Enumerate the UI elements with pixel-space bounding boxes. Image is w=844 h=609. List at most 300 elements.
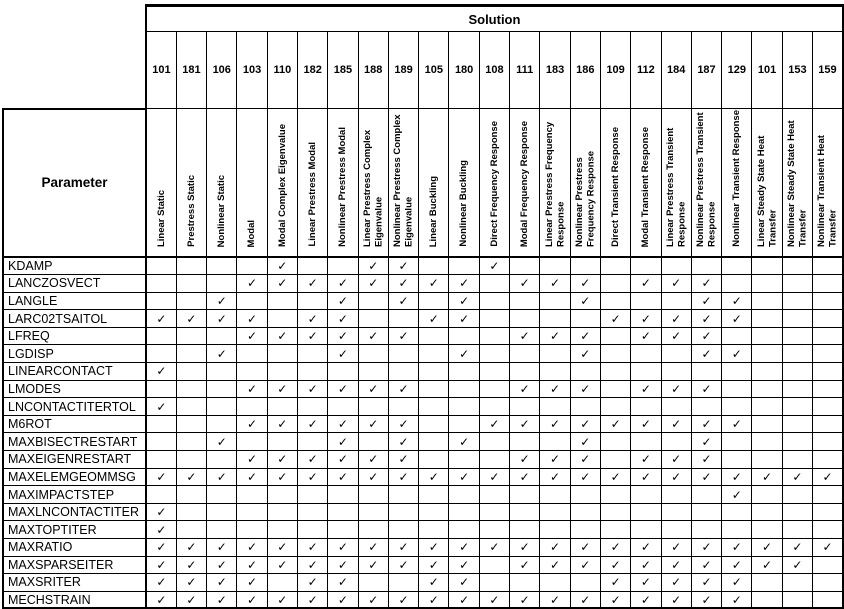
- check-cell: ✓: [722, 310, 752, 328]
- solution-name-header: [722, 109, 752, 258]
- empty-cell: [419, 486, 449, 504]
- check-cell: ✓: [237, 574, 267, 592]
- empty-cell: [600, 398, 630, 416]
- check-cell: ✓: [691, 451, 721, 469]
- check-cell: ✓: [449, 591, 479, 609]
- check-cell: ✓: [419, 556, 449, 574]
- empty-cell: [782, 521, 812, 539]
- check-cell: ✓: [479, 257, 509, 275]
- solution-name-header: [782, 109, 812, 258]
- empty-cell: [358, 433, 388, 451]
- check-cell: ✓: [661, 380, 691, 398]
- empty-cell: [813, 433, 843, 451]
- check-cell: ✓: [176, 574, 206, 592]
- check-cell: ✓: [267, 275, 297, 293]
- empty-cell: [752, 345, 782, 363]
- check-cell: ✓: [207, 574, 237, 592]
- solution-name-header: [449, 109, 479, 258]
- empty-cell: [813, 380, 843, 398]
- check-cell: ✓: [631, 468, 661, 486]
- check-cell: ✓: [146, 591, 176, 609]
- solution-name-label: Modal Complex Eigenvalue: [276, 124, 288, 247]
- parameter-solution-matrix: [2, 4, 844, 609]
- check-cell: ✓: [237, 415, 267, 433]
- empty-cell: [540, 345, 570, 363]
- table-row: [3, 327, 843, 345]
- check-cell: ✓: [449, 275, 479, 293]
- check-cell: ✓: [328, 310, 358, 328]
- empty-cell: [146, 275, 176, 293]
- check-cell: ✓: [237, 539, 267, 557]
- empty-cell: [328, 521, 358, 539]
- empty-cell: [782, 310, 812, 328]
- check-cell: ✓: [328, 468, 358, 486]
- check-cell: ✓: [237, 468, 267, 486]
- check-cell: ✓: [661, 539, 691, 557]
- check-cell: ✓: [661, 591, 691, 609]
- empty-cell: [600, 521, 630, 539]
- solution-code-header: 187: [691, 32, 721, 109]
- check-cell: ✓: [813, 468, 843, 486]
- empty-cell: [449, 257, 479, 275]
- solution-code-header: 109: [600, 32, 630, 109]
- check-cell: ✓: [691, 292, 721, 310]
- empty-cell: [328, 398, 358, 416]
- solution-name-label: Direct Frequency Response: [488, 121, 500, 247]
- empty-cell: [479, 503, 509, 521]
- empty-cell: [176, 415, 206, 433]
- empty-cell: [297, 486, 327, 504]
- empty-cell: [752, 574, 782, 592]
- empty-cell: [176, 398, 206, 416]
- empty-cell: [813, 345, 843, 363]
- empty-cell: [722, 380, 752, 398]
- solution-name-label: Nonlinear Prestress Transient Response: [695, 112, 718, 247]
- empty-cell: [540, 433, 570, 451]
- check-cell: ✓: [388, 468, 418, 486]
- check-cell: ✓: [722, 591, 752, 609]
- table-row: [3, 380, 843, 398]
- check-cell: ✓: [722, 574, 752, 592]
- solution-name-header: [570, 109, 600, 258]
- check-cell: ✓: [722, 345, 752, 363]
- table-row: [3, 451, 843, 469]
- empty-cell: [237, 257, 267, 275]
- check-cell: ✓: [722, 468, 752, 486]
- check-cell: ✓: [388, 415, 418, 433]
- table-row: [3, 292, 843, 310]
- check-cell: ✓: [146, 398, 176, 416]
- empty-cell: [600, 345, 630, 363]
- check-cell: ✓: [661, 275, 691, 293]
- solution-name-header: [237, 109, 267, 258]
- empty-cell: [782, 345, 812, 363]
- solution-code-header: 153: [782, 32, 812, 109]
- table-row: [3, 345, 843, 363]
- check-cell: ✓: [297, 468, 327, 486]
- solution-code-header: 186: [570, 32, 600, 109]
- empty-cell: [419, 292, 449, 310]
- check-cell: ✓: [661, 574, 691, 592]
- check-cell: ✓: [691, 433, 721, 451]
- solution-name-header: [419, 109, 449, 258]
- check-cell: ✓: [328, 327, 358, 345]
- check-cell: ✓: [176, 556, 206, 574]
- parameter-name: LMODES: [3, 380, 146, 398]
- empty-cell: [813, 521, 843, 539]
- empty-cell: [297, 521, 327, 539]
- empty-cell: [782, 433, 812, 451]
- empty-cell: [176, 345, 206, 363]
- empty-cell: [600, 257, 630, 275]
- check-cell: ✓: [691, 415, 721, 433]
- solution-name-label: Modal: [246, 219, 258, 247]
- empty-cell: [237, 345, 267, 363]
- empty-cell: [388, 310, 418, 328]
- empty-cell: [388, 363, 418, 381]
- parameter-name: KDAMP: [3, 257, 146, 275]
- solution-name-label: Prestress Static: [185, 175, 197, 247]
- check-cell: ✓: [782, 468, 812, 486]
- empty-cell: [146, 380, 176, 398]
- empty-cell: [176, 486, 206, 504]
- check-cell: ✓: [207, 345, 237, 363]
- parameter-name: LINEARCONTACT: [3, 363, 146, 381]
- empty-cell: [661, 433, 691, 451]
- empty-cell: [782, 327, 812, 345]
- parameter-name: MAXELEMGEOMMSG: [3, 468, 146, 486]
- check-cell: ✓: [267, 539, 297, 557]
- empty-cell: [388, 345, 418, 363]
- empty-cell: [146, 415, 176, 433]
- empty-cell: [207, 415, 237, 433]
- empty-cell: [479, 380, 509, 398]
- empty-cell: [207, 486, 237, 504]
- check-cell: ✓: [691, 275, 721, 293]
- check-cell: ✓: [328, 275, 358, 293]
- empty-cell: [752, 275, 782, 293]
- empty-cell: [267, 310, 297, 328]
- check-cell: ✓: [237, 327, 267, 345]
- empty-cell: [752, 503, 782, 521]
- solution-name-label: Nonlinear Buckling: [458, 160, 470, 247]
- empty-cell: [176, 521, 206, 539]
- check-cell: ✓: [540, 591, 570, 609]
- check-cell: ✓: [540, 380, 570, 398]
- empty-cell: [631, 345, 661, 363]
- empty-cell: [510, 574, 540, 592]
- check-cell: ✓: [297, 275, 327, 293]
- empty-cell: [510, 363, 540, 381]
- empty-cell: [328, 257, 358, 275]
- check-cell: ✓: [510, 380, 540, 398]
- empty-cell: [631, 363, 661, 381]
- empty-cell: [237, 292, 267, 310]
- solution-name-label: Linear Steady State Heat Transfer: [755, 135, 779, 247]
- check-cell: ✓: [691, 574, 721, 592]
- empty-cell: [691, 398, 721, 416]
- empty-cell: [146, 345, 176, 363]
- check-cell: ✓: [661, 468, 691, 486]
- check-cell: ✓: [358, 380, 388, 398]
- empty-cell: [328, 363, 358, 381]
- empty-cell: [752, 521, 782, 539]
- empty-cell: [358, 310, 388, 328]
- solution-name-header: [752, 109, 782, 258]
- check-cell: ✓: [691, 556, 721, 574]
- check-cell: ✓: [752, 556, 782, 574]
- empty-cell: [510, 310, 540, 328]
- check-cell: ✓: [691, 468, 721, 486]
- check-cell: ✓: [570, 327, 600, 345]
- empty-cell: [510, 486, 540, 504]
- empty-cell: [146, 327, 176, 345]
- check-cell: ✓: [631, 574, 661, 592]
- check-cell: ✓: [540, 275, 570, 293]
- empty-cell: [722, 433, 752, 451]
- check-cell: ✓: [267, 591, 297, 609]
- empty-cell: [691, 503, 721, 521]
- check-cell: ✓: [691, 539, 721, 557]
- empty-cell: [661, 486, 691, 504]
- empty-cell: [419, 380, 449, 398]
- solution-code-header: 189: [388, 32, 418, 109]
- table-row: [3, 415, 843, 433]
- empty-cell: [722, 451, 752, 469]
- empty-cell: [358, 363, 388, 381]
- table-row: [3, 468, 843, 486]
- check-cell: ✓: [631, 591, 661, 609]
- empty-cell: [237, 363, 267, 381]
- check-cell: ✓: [540, 556, 570, 574]
- empty-cell: [540, 292, 570, 310]
- check-cell: ✓: [419, 574, 449, 592]
- check-cell: ✓: [328, 292, 358, 310]
- empty-cell: [540, 486, 570, 504]
- empty-cell: [419, 327, 449, 345]
- empty-cell: [600, 380, 630, 398]
- check-cell: ✓: [146, 363, 176, 381]
- solution-name-label: Linear Prestress Frequency Response: [543, 121, 566, 247]
- empty-cell: [813, 292, 843, 310]
- check-cell: ✓: [479, 539, 509, 557]
- empty-cell: [207, 327, 237, 345]
- check-cell: ✓: [691, 310, 721, 328]
- check-cell: ✓: [570, 415, 600, 433]
- empty-cell: [752, 433, 782, 451]
- check-cell: ✓: [176, 310, 206, 328]
- check-cell: ✓: [358, 556, 388, 574]
- empty-cell: [358, 292, 388, 310]
- empty-cell: [631, 521, 661, 539]
- check-cell: ✓: [631, 275, 661, 293]
- empty-cell: [479, 310, 509, 328]
- check-cell: ✓: [540, 451, 570, 469]
- table-row: [3, 363, 843, 381]
- check-cell: ✓: [449, 574, 479, 592]
- solution-name-label: Direct Transient Response: [609, 127, 621, 247]
- empty-cell: [449, 503, 479, 521]
- empty-cell: [207, 503, 237, 521]
- empty-cell: [813, 574, 843, 592]
- check-cell: ✓: [267, 468, 297, 486]
- empty-cell: [479, 451, 509, 469]
- empty-cell: [570, 521, 600, 539]
- empty-cell: [176, 257, 206, 275]
- parameter-column-header: Parameter: [3, 109, 146, 258]
- solution-code-header: 185: [328, 32, 358, 109]
- empty-cell: [267, 486, 297, 504]
- empty-cell: [297, 345, 327, 363]
- check-cell: ✓: [449, 539, 479, 557]
- empty-cell: [479, 398, 509, 416]
- empty-cell: [782, 451, 812, 469]
- check-cell: ✓: [600, 468, 630, 486]
- empty-cell: [722, 257, 752, 275]
- solution-name-label: Nonlinear Static: [216, 174, 228, 247]
- empty-cell: [479, 327, 509, 345]
- check-cell: ✓: [297, 574, 327, 592]
- solution-name-header: [297, 109, 327, 258]
- table-row: [3, 574, 843, 592]
- parameter-name: MAXTOPTITER: [3, 521, 146, 539]
- empty-cell: [813, 275, 843, 293]
- empty-cell: [782, 574, 812, 592]
- check-cell: ✓: [570, 539, 600, 557]
- check-cell: ✓: [207, 556, 237, 574]
- empty-cell: [297, 257, 327, 275]
- empty-cell: [388, 398, 418, 416]
- solution-code-header: 103: [237, 32, 267, 109]
- empty-cell: [782, 486, 812, 504]
- check-cell: ✓: [419, 468, 449, 486]
- empty-cell: [540, 521, 570, 539]
- parameter-name: MAXSRITER: [3, 574, 146, 592]
- solution-name-header: [540, 109, 570, 258]
- check-cell: ✓: [449, 433, 479, 451]
- parameter-name: M6ROT: [3, 415, 146, 433]
- empty-cell: [146, 433, 176, 451]
- check-cell: ✓: [510, 275, 540, 293]
- empty-cell: [631, 292, 661, 310]
- empty-cell: [691, 521, 721, 539]
- check-cell: ✓: [207, 468, 237, 486]
- empty-cell: [782, 503, 812, 521]
- empty-cell: [419, 345, 449, 363]
- empty-cell: [297, 292, 327, 310]
- check-cell: ✓: [237, 591, 267, 609]
- empty-cell: [267, 574, 297, 592]
- check-cell: ✓: [479, 591, 509, 609]
- empty-cell: [600, 451, 630, 469]
- empty-cell: [661, 503, 691, 521]
- solution-name-header: [328, 109, 358, 258]
- empty-cell: [813, 363, 843, 381]
- empty-cell: [631, 433, 661, 451]
- check-cell: ✓: [328, 380, 358, 398]
- solution-name-label: Modal Frequency Response: [519, 120, 531, 247]
- empty-cell: [479, 486, 509, 504]
- empty-cell: [297, 503, 327, 521]
- table-row: [3, 521, 843, 539]
- table-row: [3, 503, 843, 521]
- empty-cell: [752, 486, 782, 504]
- check-cell: ✓: [570, 468, 600, 486]
- solution-name-label: Nonlinear Steady State Heat Transfer: [785, 120, 809, 247]
- check-cell: ✓: [297, 451, 327, 469]
- check-cell: ✓: [600, 539, 630, 557]
- check-cell: ✓: [540, 539, 570, 557]
- parameter-name: MAXBISECTRESTART: [3, 433, 146, 451]
- check-cell: ✓: [600, 415, 630, 433]
- table-row: [3, 275, 843, 293]
- check-cell: ✓: [328, 345, 358, 363]
- check-cell: ✓: [358, 415, 388, 433]
- empty-cell: [813, 591, 843, 609]
- empty-cell: [661, 257, 691, 275]
- check-cell: ✓: [207, 292, 237, 310]
- check-cell: ✓: [600, 556, 630, 574]
- solution-name-label: Nonlinear Prestress Modal: [337, 127, 349, 247]
- solution-name-header: [267, 109, 297, 258]
- empty-cell: [540, 257, 570, 275]
- check-cell: ✓: [752, 468, 782, 486]
- empty-cell: [691, 363, 721, 381]
- check-cell: ✓: [146, 468, 176, 486]
- empty-cell: [813, 486, 843, 504]
- empty-cell: [146, 257, 176, 275]
- empty-cell: [570, 398, 600, 416]
- check-cell: ✓: [328, 433, 358, 451]
- empty-cell: [631, 398, 661, 416]
- check-cell: ✓: [388, 257, 418, 275]
- empty-cell: [449, 415, 479, 433]
- empty-cell: [722, 398, 752, 416]
- check-cell: ✓: [570, 591, 600, 609]
- solution-name-header: [691, 109, 721, 258]
- empty-cell: [237, 433, 267, 451]
- solution-code-header: 101: [752, 32, 782, 109]
- check-cell: ✓: [691, 380, 721, 398]
- check-cell: ✓: [207, 310, 237, 328]
- empty-cell: [176, 433, 206, 451]
- check-cell: ✓: [570, 433, 600, 451]
- empty-cell: [479, 556, 509, 574]
- check-cell: ✓: [267, 556, 297, 574]
- check-cell: ✓: [449, 556, 479, 574]
- check-cell: ✓: [176, 539, 206, 557]
- solution-code-header: 159: [813, 32, 843, 109]
- check-cell: ✓: [510, 556, 540, 574]
- empty-cell: [540, 574, 570, 592]
- empty-cell: [267, 398, 297, 416]
- solution-name-header: [510, 109, 540, 258]
- solution-name-header: [388, 109, 418, 258]
- check-cell: ✓: [661, 451, 691, 469]
- solution-code-header: 106: [207, 32, 237, 109]
- empty-cell: [813, 556, 843, 574]
- check-cell: ✓: [207, 539, 237, 557]
- empty-cell: [722, 521, 752, 539]
- check-cell: ✓: [388, 539, 418, 557]
- empty-cell: [722, 363, 752, 381]
- empty-cell: [176, 275, 206, 293]
- empty-cell: [540, 503, 570, 521]
- solution-code-header: 129: [722, 32, 752, 109]
- empty-cell: [782, 292, 812, 310]
- empty-cell: [267, 292, 297, 310]
- check-cell: ✓: [449, 292, 479, 310]
